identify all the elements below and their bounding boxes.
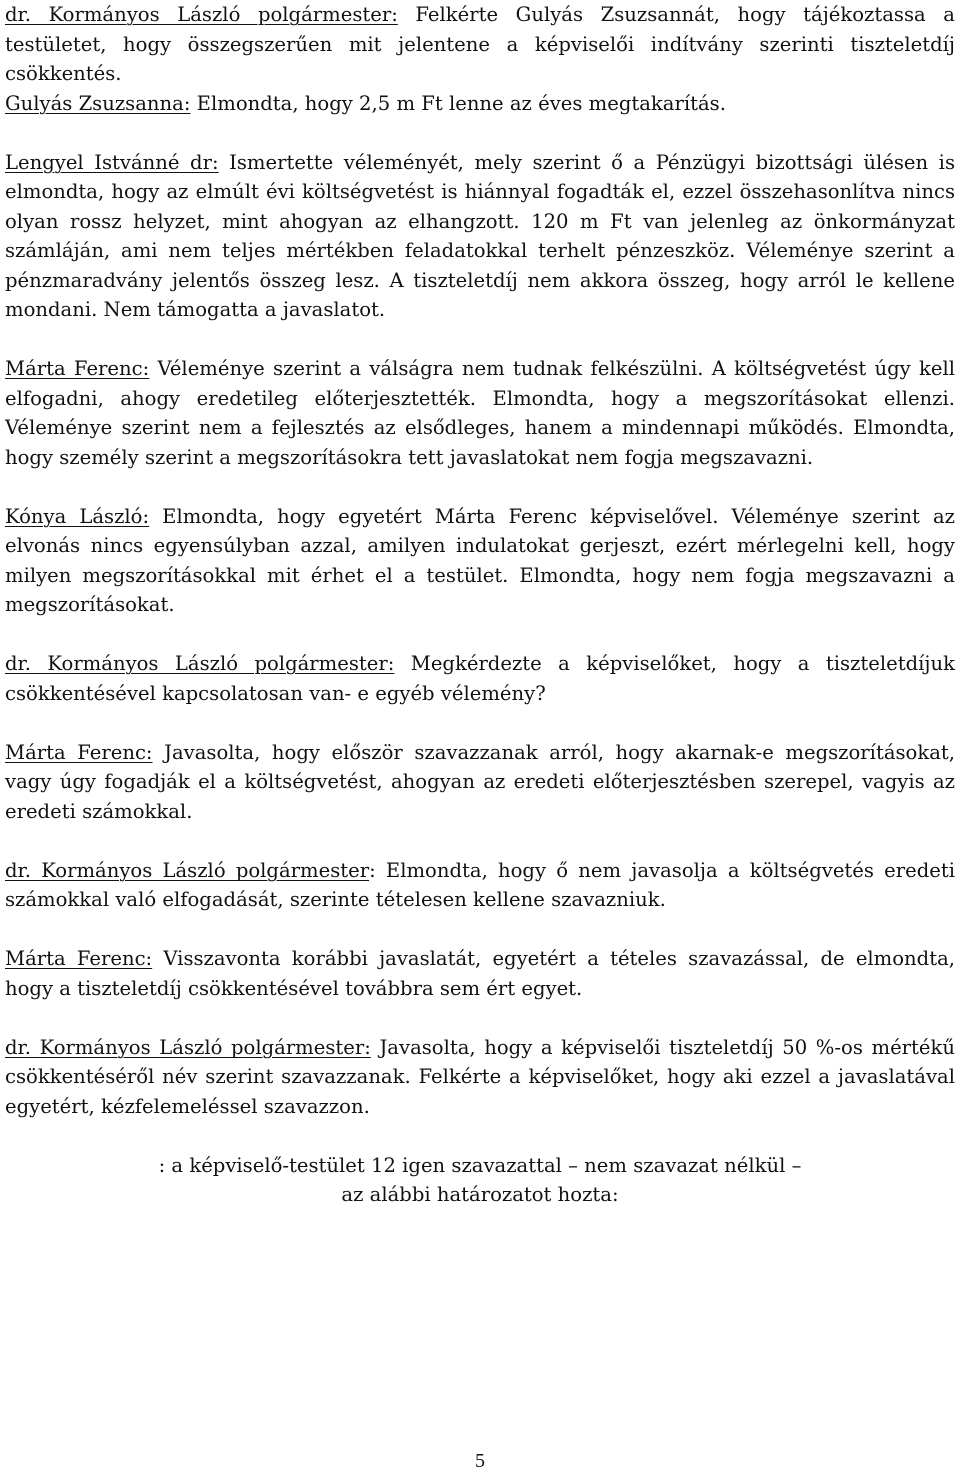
paragraph-4 <box>5 354 955 472</box>
paragraph-text: Véleménye szerint a válságra nem tudnak felkészülni. A költségvetést úgy kell elfogadni, ahogy eredetileg előterjesztették. Elmondta, hogy a megszorításokat ellenzi. Véleménye szerint nem a fejlesztés az elsődleges, hanem a mindennapi működés. Elmondta, hogy személy szerint a megszorításokra tett javaslatokat nem fogja megszavazni. <box>5 357 955 469</box>
paragraph-5 <box>5 502 955 620</box>
speaker-name: Márta Ferenc: <box>5 947 153 970</box>
vote-line-1: : a képviselő-testület 12 igen szavazattal – nem szavazat nélkül – <box>158 1153 802 1177</box>
paragraph-text: Megkérdezte a képviselőket, hogy a tiszteletdíjuk csökkentésével kapcsolatosan van- e egyéb vélemény? <box>5 652 955 705</box>
document-page <box>5 0 955 1210</box>
paragraph-text: : Elmondta, hogy ő nem javasolja a költségvetés eredeti számokkal való elfogadását, szerinte tételesen kellene szavazniuk. <box>5 858 955 911</box>
paragraph-3 <box>5 148 955 325</box>
speaker-name: Márta Ferenc: <box>5 357 150 380</box>
paragraph-text: Felkérte Gulyás Zsuzsannát, hogy tájékoztassa a testületet, hogy összegszerűen mit jelentene a képviselői indítvány szerinti tiszteletdíj csökkentés. <box>5 3 955 85</box>
paragraph-8 <box>5 856 955 915</box>
speaker-name: dr. Kormányos László polgármester <box>5 858 370 882</box>
paragraph-text: Ismertette véleményét, mely szerint ő a Pénzügyi bizottsági ülésen is elmondta, hogy az elmúlt évi költségvetést is hiánnyal fogadták el, ezzel összehasonlítva nincs olyan rossz helyzet, mint ahogyan az elhangzott. 120 m Ft van jelenleg az önkormányzat számláján, ami nem teljes mértékben feladatokkal terhelt pénzeszköz. Véleménye szerint a pénzmaradvány jelentős összeg lesz. A tiszteletdíj nem akkora összeg, hogy arról le kellene mondani. Nem támogatta a javaslatot. <box>5 150 955 321</box>
speaker-name: dr. Kormányos László polgármester: <box>5 3 398 26</box>
paragraph-text: Visszavonta korábbi javaslatát, egyetért a tételes szavazással, de elmondta, hogy a tiszteletdíj csökkentésével továbbra sem ért egyet. <box>5 947 955 1000</box>
speaker-name: Gulyás Zsuzsanna: <box>5 91 191 115</box>
paragraph-text: Elmondta, hogy egyetért Márta Ferenc képviselővel. Véleménye szerint az elvonás nincs egyensúlyban azzal, amilyen indulatokat gerjeszt, ezért mérlegelni kell, hogy milyen megszorításokkal mit érhet el a testület. Elmondta, hogy nem fogja megszavazni a megszorításokat. <box>5 504 955 616</box>
speaker-name: Márta Ferenc: <box>5 740 153 764</box>
paragraph-text: Javasolta, hogy a képviselői tiszteletdíj 50 %-os mértékű csökkentéséről név szerint szavazzanak. Felkérte a képviselőket, hogy aki ezzel a javaslatával egyetért, kézfelemeléssel szavazzon. <box>5 1035 955 1118</box>
paragraph-6 <box>5 649 955 708</box>
speaker-name: dr. Kormányos László polgármester: <box>5 652 395 675</box>
paragraph-9 <box>5 944 955 1003</box>
speaker-name: dr. Kormányos László polgármester: <box>5 1035 371 1059</box>
page-number: 5 <box>475 1450 485 1472</box>
paragraph-text: Elmondta, hogy 2,5 m Ft lenne az éves megtakarítás. <box>190 91 726 115</box>
vote-result <box>5 1151 955 1210</box>
paragraph-7 <box>5 738 955 827</box>
vote-line-2: az alábbi határozatot hozta: <box>341 1183 619 1206</box>
speaker-name: Lengyel Istvánné dr: <box>5 150 219 174</box>
paragraph-text: Javasolta, hogy először szavazzanak arról, hogy akarnak-e megszorításokat, vagy úgy fogadják el a költségvetést, ahogyan az eredeti előterjesztésben szerepel, vagyis az eredeti számokkal. <box>5 740 956 823</box>
paragraph-1 <box>5 0 955 89</box>
paragraph-2 <box>5 89 955 119</box>
speaker-name: Kónya László: <box>5 504 150 528</box>
paragraph-10 <box>5 1033 955 1122</box>
